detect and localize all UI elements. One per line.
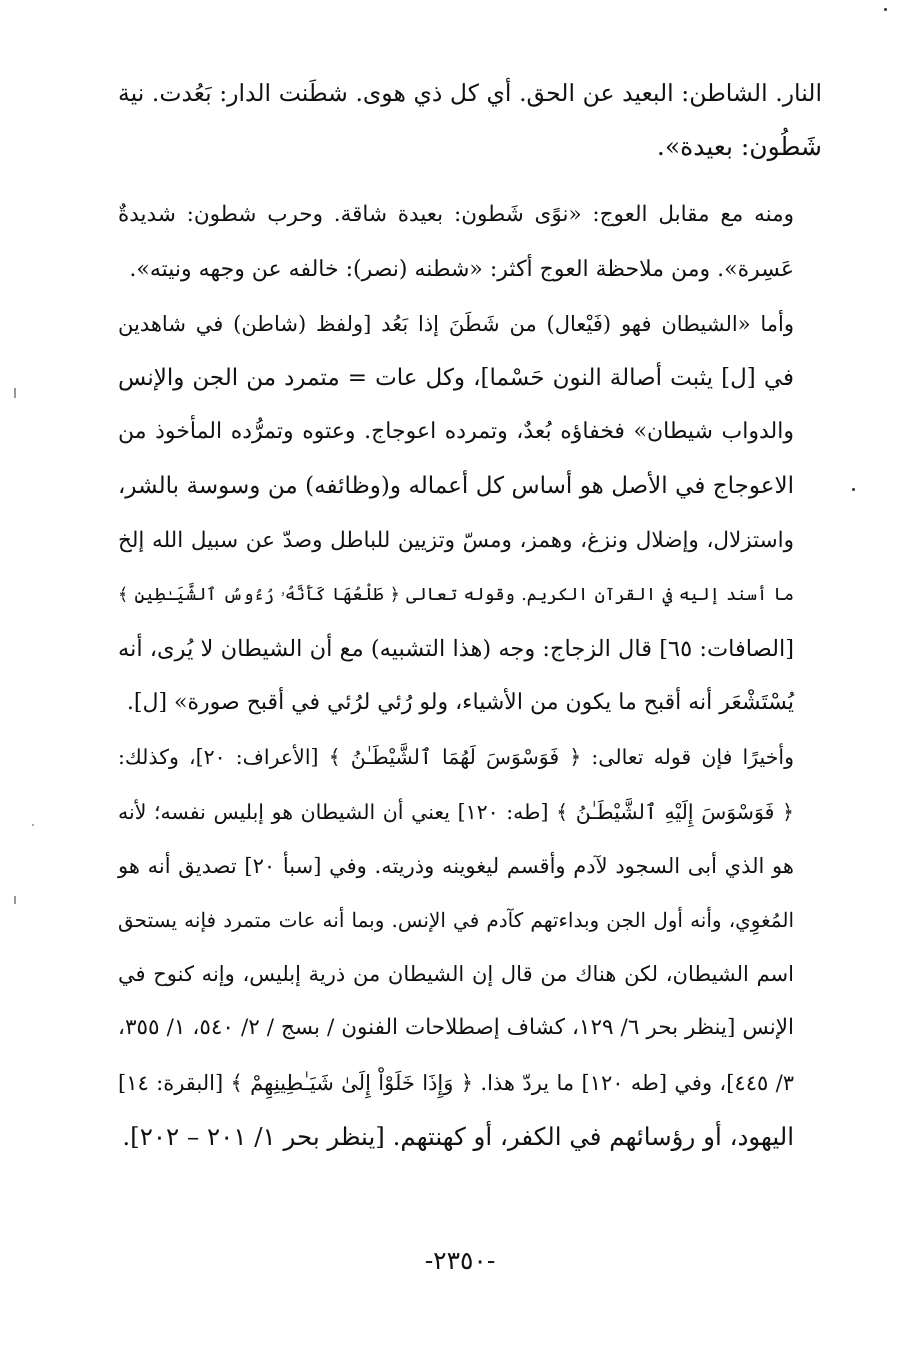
scan-edge-mark — [14, 896, 16, 904]
text-line: شَطُون: بعيدة». — [656, 132, 822, 162]
scan-edge-mark — [14, 388, 16, 398]
text-line: الاعوجاج في الأصل هو أساس كل أعماله و(وظائفه) من وسوسة بالشر، — [118, 473, 794, 500]
text-line: اليهود، أو رؤسائهم في الكفر، أو كهنتهم. [ينظر بحر ١/ ٢٠١ – ٢٠٢]. — [122, 1121, 794, 1151]
text-line: ﴿ فَوَسْوَسَ إِلَيْهِ ٱلشَّيْطَـٰنُ ﴾ [طه: ١٢٠] يعني أن الشيطان هو إبليس نفسه؛ لأنه — [118, 799, 794, 824]
text-line: هو الذي أبى السجود لآدم وأقسم ليغوينه وذريته. وفي [سبأ ٢٠] تصديق أنه هو — [118, 853, 794, 878]
text-line: عَسِرة». ومن ملاحظة العوج أكثر: «شطنه (نصر): خالفه عن وجهه ونيته». — [129, 256, 794, 282]
text-line: واستزلال، وإضلال ونزغ، وهمز، ومسّ وتزيين للباطل وصدّ عن سبيل الله إلخ — [118, 527, 794, 553]
scan-speck — [884, 8, 887, 11]
text-line: وأما «الشيطان فهو (فَيْعال) من شَطَنَ إذا بَعُد [ولفظ (شاطن) في شاهدين — [118, 311, 794, 336]
paragraph-3 — [118, 297, 822, 731]
paragraph-2 — [118, 188, 822, 296]
scan-speck — [852, 488, 855, 491]
text-line: ما أسند إليه في القرآن الكريم. وقوله تعالى ﴿ طَلْعُهَا كَأَنَّهُۥ رُءُوسُ ٱلشَّيَـٰطِينِ ﴾ — [118, 584, 794, 605]
paragraph-4 — [118, 730, 822, 1164]
page-number: -٢٣٥٠- — [424, 1246, 496, 1275]
text-line: المُغوِي، وأنه أول الجن وبداءتهم كآدم في الإنس. وبما أنه عات متمرد فإنه يستحق — [118, 908, 795, 933]
text-line: ومنه مع مقابل العوج: «نوًى شَطون: بعيدة شاقة. وحرب شطون: شديدةٌ — [118, 202, 794, 228]
text-line: اسم الشيطان، لكن هناك من قال إن الشيطان من ذرية إبليس، وإنه كنوح في — [118, 962, 794, 987]
text-line: ٣/ ٤٤٥]، وفي [طه ١٢٠] ما يردّ هذا. ﴿ وَإِذَا خَلَوْاْ إِلَىٰ شَيَـٰطِينِهِمْ ﴾ [البقرة: ١٤] — [118, 1070, 794, 1095]
body-text — [118, 66, 822, 1164]
text-line: وأخيرًا فإن قوله تعالى: ﴿ فَوَسْوَسَ لَهُمَا ٱلشَّيْطَـٰنُ ﴾ [الأعراف: ٢٠]، وكذلك: — [118, 745, 795, 770]
text-line: والدواب شيطان» فخفاؤه بُعدٌ، وتمرده اعوجاج. وعتوه وتمرُّده المأخوذ من — [118, 419, 794, 445]
scan-speck — [32, 824, 34, 826]
paragraph-1 — [118, 66, 822, 174]
text-line: يُسْتَشْعَر أنه أقبح ما يكون من الأشياء، ولو رُئي لرُئي في أقبح صورة» [ل]. — [126, 690, 794, 716]
text-line: [الصافات: ٦٥] قال الزجاج: وجه (هذا التشبيه) مع أن الشيطان لا يُرى، أنه — [118, 636, 794, 663]
text-line: النار. الشاطن: البعيد عن الحق. أي كل ذي هوى. شطَنت الدار: بَعُدت. نية — [118, 79, 822, 107]
text-line: الإنس [ينظر بحر ٦/ ١٢٩، كشاف إصطلاحات الفنون / بسج / ٢/ ٥٤٠، ١/ ٣٥٥، — [118, 1015, 795, 1041]
text-line: في [ل] يثبت أصالة النون حَسْما]، وكل عات = متمرد من الجن والإنس — [118, 365, 794, 392]
